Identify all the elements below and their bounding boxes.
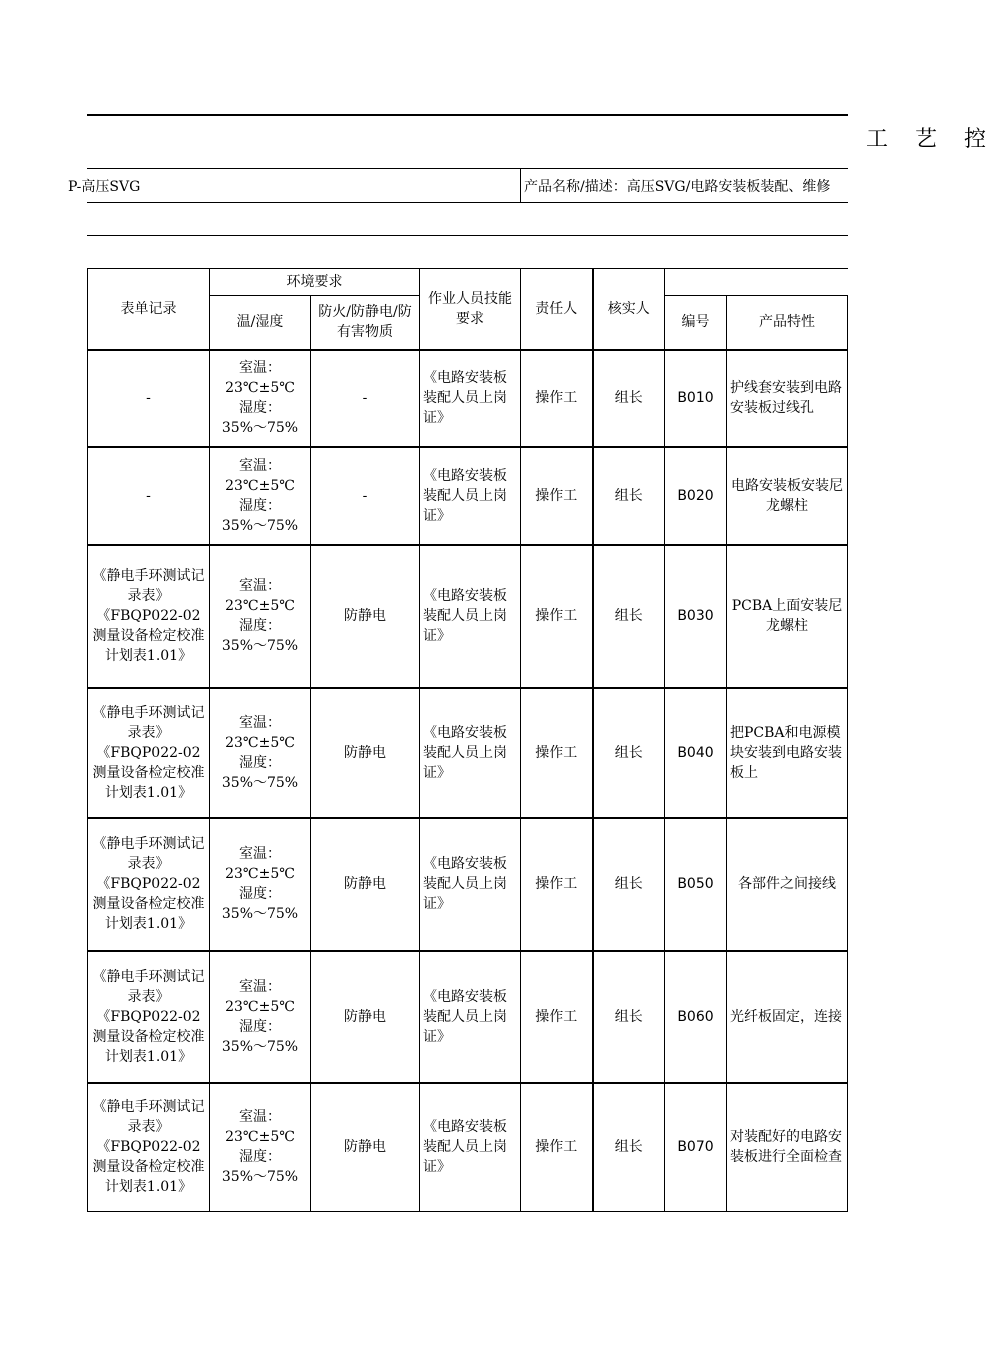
product-char-cell: 电路安装板安装尼龙螺柱 [727,447,848,545]
header-temp-humidity: 温/湿度 [210,296,311,350]
document-title: 工 艺 控 [866,127,996,152]
responsible-cell: 操作工 [521,1083,593,1212]
responsible-cell: 操作工 [521,818,593,951]
responsible-cell: 操作工 [521,545,593,688]
header-fire-static: 防火/防静电/防有害物质 [311,296,420,350]
skill-req-cell: 《电路安装板装配人员上岗证》 [420,350,521,447]
fire-static-cell: 防静电 [311,545,420,688]
verifier-cell: 组长 [593,688,665,818]
header-skill-req: 作业人员技能要求 [420,269,521,350]
fire-static-cell: 防静电 [311,818,420,951]
env-cell: 室温： 23℃±5℃ 湿度： 35%～75% [210,545,311,688]
table-row [88,545,848,688]
header-form-record: 表单记录 [88,269,210,350]
process-table [87,268,848,1212]
verifier-cell: 组长 [593,818,665,951]
fire-static-cell: 防静电 [311,951,420,1083]
responsible-cell: 操作工 [521,350,593,447]
skill-req-cell: 《电路安装板装配人员上岗证》 [420,545,521,688]
top-rule [87,114,848,116]
form-record-cell: - [88,350,210,447]
product-char-cell: 光纤板固定，连接 [727,951,848,1083]
code-cell: B040 [665,688,727,818]
form-record-cell: 《静电手环测试记录表》《FBQP022-02测量设备检定校准计划表1.01》 [88,818,210,951]
env-cell: 室温： 23℃±5℃ 湿度： 35%～75% [210,1083,311,1212]
env-cell: 室温： 23℃±5℃ 湿度： 35%～75% [210,447,311,545]
info-separator [520,169,521,202]
product-name: 产品名称/描述：高压SVG/电路安装板装配、维修 [524,179,831,195]
product-char-cell: 对装配好的电路安装板进行全面检查 [727,1083,848,1212]
verifier-cell: 组长 [593,350,665,447]
env-cell: 室温： 23℃±5℃ 湿度： 35%～75% [210,818,311,951]
form-record-cell: 《静电手环测试记录表》《FBQP022-02测量设备检定校准计划表1.01》 [88,545,210,688]
responsible-cell: 操作工 [521,447,593,545]
skill-req-cell: 《电路安装板装配人员上岗证》 [420,951,521,1083]
table-row [88,951,848,1083]
product-char-cell: PCBA上面安装尼龙螺柱 [727,545,848,688]
fire-static-cell: - [311,350,420,447]
section-rule [87,235,848,236]
responsible-cell: 操作工 [521,951,593,1083]
code-cell: B030 [665,545,727,688]
fire-static-cell: - [311,447,420,545]
table-row [88,1083,848,1212]
table-row [88,688,848,818]
form-record-cell: 《静电手环测试记录表》《FBQP022-02测量设备检定校准计划表1.01》 [88,688,210,818]
table-row [88,447,848,545]
code-cell: B050 [665,818,727,951]
form-record-cell: 《静电手环测试记录表》《FBQP022-02测量设备检定校准计划表1.01》 [88,1083,210,1212]
env-cell: 室温： 23℃±5℃ 湿度： 35%～75% [210,350,311,447]
verifier-cell: 组长 [593,951,665,1083]
verifier-cell: 组长 [593,1083,665,1212]
form-record-cell: 《静电手环测试记录表》《FBQP022-02测量设备检定校准计划表1.01》 [88,951,210,1083]
product-code: P-高压SVG [68,179,141,195]
header-env-req: 环境要求 [210,269,420,296]
table-row [88,350,848,447]
product-char-cell: 把PCBA和电源模块安装到电路安装板上 [727,688,848,818]
env-cell: 室温： 23℃±5℃ 湿度： 35%～75% [210,951,311,1083]
header-verifier: 核实人 [593,269,665,350]
header-product-char: 产品特性 [727,296,848,350]
info-bottom-rule [87,202,848,203]
env-cell: 室温： 23℃±5℃ 湿度： 35%～75% [210,688,311,818]
header-blank [665,269,848,296]
form-record-cell: - [88,447,210,545]
product-char-cell: 护线套安装到电路安装板过线孔 [727,350,848,447]
skill-req-cell: 《电路安装板装配人员上岗证》 [420,447,521,545]
info-top-rule [87,168,848,169]
product-char-cell: 各部件之间接线 [727,818,848,951]
skill-req-cell: 《电路安装板装配人员上岗证》 [420,818,521,951]
skill-req-cell: 《电路安装板装配人员上岗证》 [420,688,521,818]
header-responsible: 责任人 [521,269,593,350]
code-cell: B020 [665,447,727,545]
code-cell: B010 [665,350,727,447]
skill-req-cell: 《电路安装板装配人员上岗证》 [420,1083,521,1212]
code-cell: B060 [665,951,727,1083]
responsible-cell: 操作工 [521,688,593,818]
table-row [88,818,848,951]
fire-static-cell: 防静电 [311,1083,420,1212]
header-code: 编号 [665,296,727,350]
fire-static-cell: 防静电 [311,688,420,818]
verifier-cell: 组长 [593,545,665,688]
verifier-cell: 组长 [593,447,665,545]
code-cell: B070 [665,1083,727,1212]
